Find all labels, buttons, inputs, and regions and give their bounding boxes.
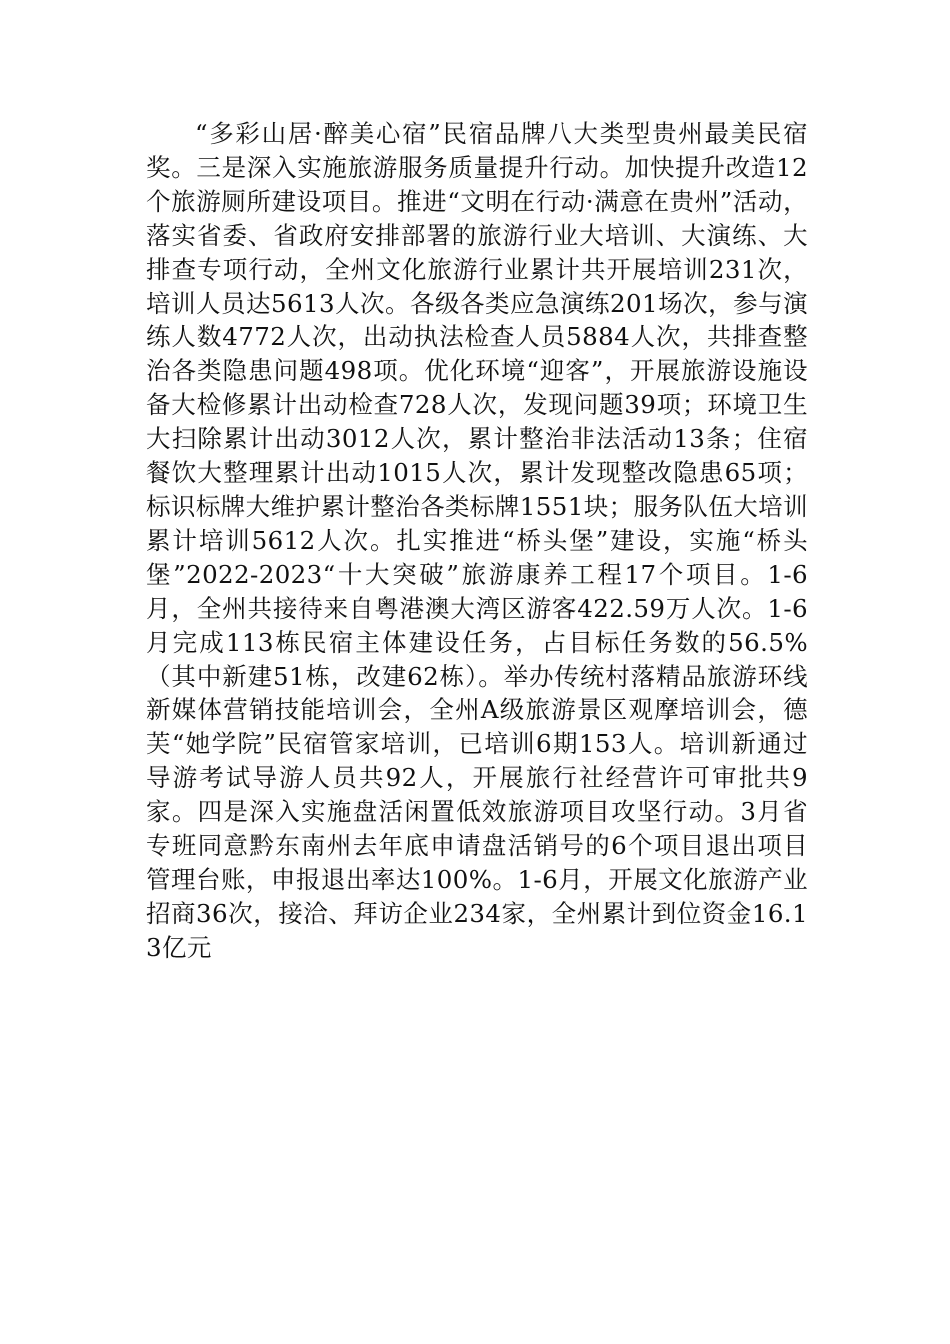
body-paragraph: “多彩山居·醉美心宿”民宿品牌八大类型贵州最美民宿奖。三是深入实施旅游服务质量提升行动。加快提升改造12个旅游厕所建设项目。推进“文明在行动·满意在贵州”活动，落实省委、省政府安排部署的旅游行业大培训、大演练、大排查专项行动，全州文化旅游行业累计共开展培训231次，培训人员达5613人次。各级各类应急演练201场次，参与演练人数4772人次，出动执法检查人员5884人次，共排查整治各类隐患问题498项。优化环境“迎客”，开展旅游设施设备大检修累计出动检查728人次，发现问题39项；环境卫生大扫除累计出动3012人次，累计整治非法活动13条；住宿餐饮大整理累计出动1015人次，累计发现整改隐患65项；标识标牌大维护累计整治各类标牌1551块；服务队伍大培训累计培训5612人次。扎实推进“桥头堡”建设，实施“桥头堡”2022-2023“十大突破”旅游康养工程17个项目。1-6月，全州共接待来自粤港澳大湾区游客422.59万人次。1-6月完成113栋民宿主体建设任务，占目标任务数的56.5%（其中新建51栋，改建62栋）。举办传统村落精品旅游环线新媒体营销技能培训会，全州A级旅游景区观摩培训会，德芙“她学院”民宿管家培训，已培训6期153人。培训新通过导游考试导游人员共92人，开展旅行社经营许可审批共9家。四是深入实施盘活闲置低效旅游项目攻坚行动。3月省专班同意黔东南州去年底申请盘活销号的6个项目退出项目管理台账，申报退出率达100%。1-6月，开展文化旅游产业招商36次，接洽、拜访企业234家，全州累计到位资金16.13亿元	[146, 119, 808, 962]
